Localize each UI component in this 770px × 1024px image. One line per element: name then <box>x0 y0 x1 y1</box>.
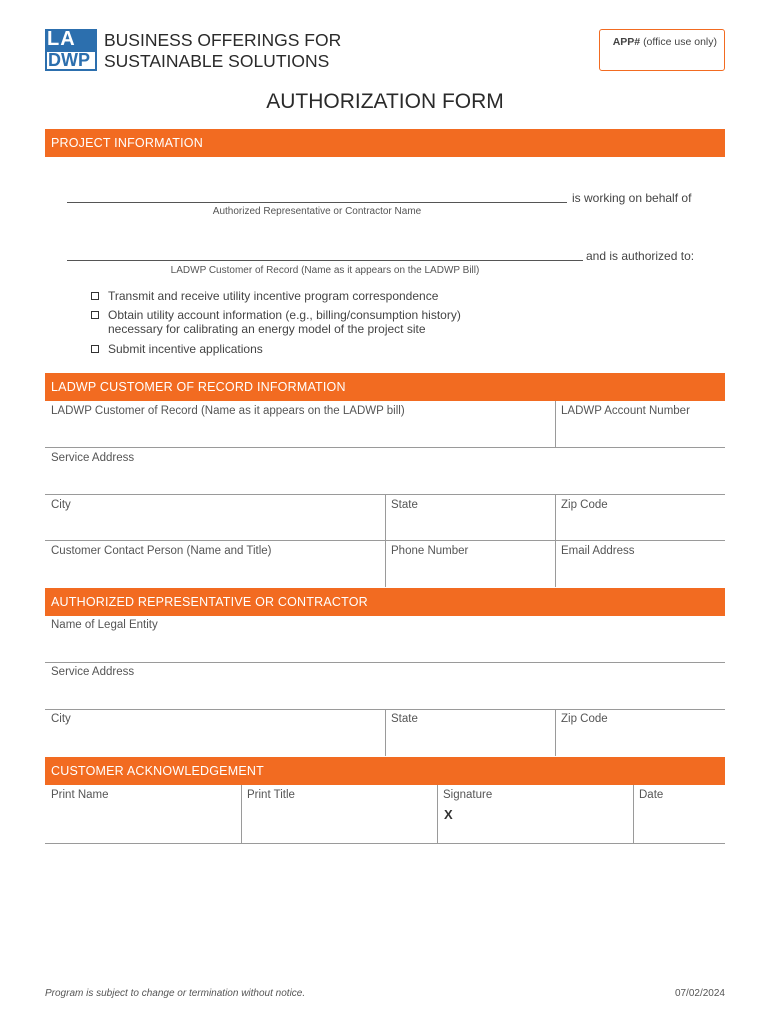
brand-line-1: BUSINESS OFFERINGS FOR <box>104 30 342 50</box>
account-number-field[interactable]: LADWP Account Number <box>561 405 690 417</box>
brand-title <box>104 30 341 72</box>
signature-x-mark: X <box>444 807 453 822</box>
phone-number-field[interactable]: Phone Number <box>391 545 469 557</box>
divider <box>633 785 634 843</box>
section-representative: AUTHORIZED REPRESENTATIVE OR CONTRACTOR <box>45 588 725 616</box>
logo-top-text: LA <box>45 29 97 50</box>
customer-state-field[interactable]: State <box>391 499 418 511</box>
option-account-info-cont: necessary for calibrating an energy model of the project site <box>108 322 426 336</box>
print-title-field[interactable]: Print Title <box>247 789 295 801</box>
divider <box>385 709 386 756</box>
page-title: AUTHORIZATION FORM <box>266 90 504 113</box>
rep-caption: Authorized Representative or Contractor Name <box>212 206 422 217</box>
signature-label: Signature <box>443 789 493 801</box>
customer-service-address-field[interactable]: Service Address <box>51 452 135 464</box>
rep-name-line[interactable] <box>67 202 567 203</box>
date-field[interactable]: Date <box>639 789 664 801</box>
option-account-info: Obtain utility account information (e.g., billing/consumption history) <box>108 308 461 322</box>
print-name-field[interactable]: Print Name <box>51 789 109 801</box>
checkbox-submit-applications[interactable] <box>91 345 99 353</box>
rep-service-address-field[interactable]: Service Address <box>51 666 135 678</box>
footer-note: Program is subject to change or termination without notice. <box>45 988 306 999</box>
divider <box>555 540 556 587</box>
customer-caption: LADWP Customer of Record (Name as it appears on the LADWP Bill) <box>170 265 480 276</box>
customer-city-field[interactable]: City <box>51 499 71 511</box>
brand-line-2: SUSTAINABLE SOLUTIONS <box>104 51 330 71</box>
divider <box>385 540 386 587</box>
rep-state-field[interactable]: State <box>391 713 418 725</box>
customer-zip-field[interactable]: Zip Code <box>561 499 608 511</box>
divider <box>555 401 556 447</box>
app-hint: (office use only) <box>643 36 717 48</box>
ladwp-logo <box>45 29 97 71</box>
divider <box>241 785 242 843</box>
section-customer-record: LADWP CUSTOMER OF RECORD INFORMATION <box>45 373 725 401</box>
app-label: APP# <box>612 36 641 48</box>
app-number-box[interactable] <box>599 29 725 71</box>
checkbox-correspondence[interactable] <box>91 292 99 300</box>
signature-field[interactable] <box>437 785 633 843</box>
section-project-information: PROJECT INFORMATION <box>45 129 725 157</box>
checkbox-account-info[interactable] <box>91 311 99 319</box>
option-correspondence: Transmit and receive utility incentive program correspondence <box>108 289 439 303</box>
divider <box>437 785 438 843</box>
customer-name-field[interactable]: LADWP Customer of Record (Name as it appears on the LADWP bill) <box>51 405 405 417</box>
option-submit-applications: Submit incentive applications <box>108 342 263 356</box>
authorized-to-text: and is authorized to: <box>586 249 695 263</box>
customer-name-line[interactable] <box>67 260 583 261</box>
divider <box>555 709 556 756</box>
divider <box>385 494 386 540</box>
working-on-behalf-text: is working on behalf of <box>572 191 692 205</box>
email-address-field[interactable]: Email Address <box>561 545 635 557</box>
footer-date: 07/02/2024 <box>674 988 725 999</box>
legal-entity-field[interactable]: Name of Legal Entity <box>51 619 158 631</box>
logo-bottom-text: DWP <box>45 50 97 71</box>
divider <box>45 843 725 844</box>
section-acknowledgement: CUSTOMER ACKNOWLEDGEMENT <box>45 757 725 785</box>
contact-person-field[interactable]: Customer Contact Person (Name and Title) <box>51 545 272 557</box>
divider <box>555 494 556 540</box>
rep-city-field[interactable]: City <box>51 713 71 725</box>
rep-zip-field[interactable]: Zip Code <box>561 713 608 725</box>
